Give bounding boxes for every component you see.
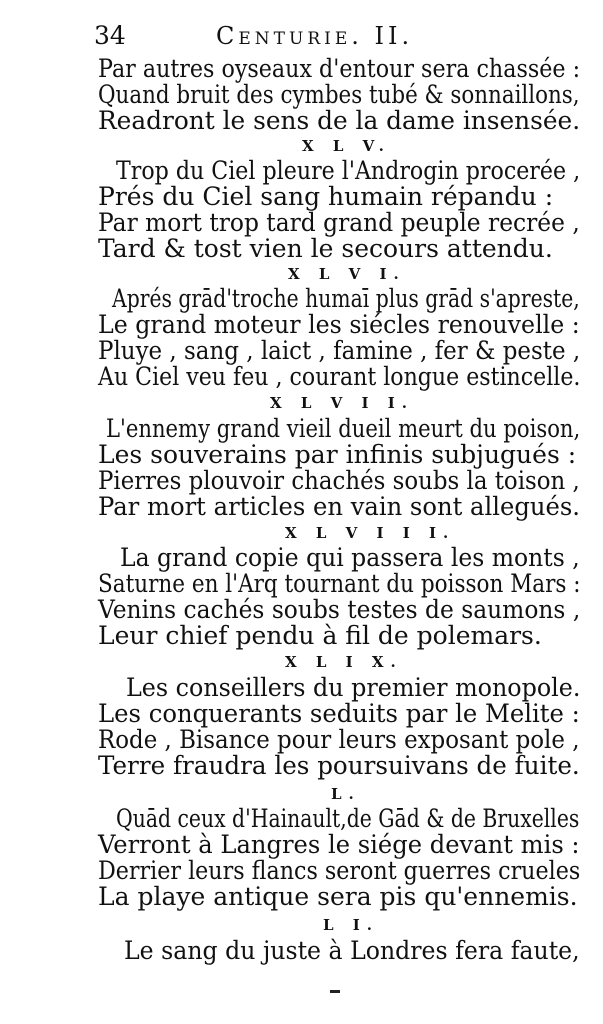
running-title: Centurie. II. (216, 22, 414, 50)
quatrain-number: X L V I I I. (285, 524, 456, 542)
verse-line: La playe antique sera pis qu'ennemis. (98, 882, 578, 911)
verse-line: Au Ciel veu feu , courant longue estincelle. (98, 362, 581, 391)
verse-line: Par mort articles en vain sont allegués. (98, 492, 581, 521)
verse-line: Verront à Langres le siége devant mis : (98, 830, 580, 859)
footer-mark (330, 990, 340, 993)
quatrain-number: X L V. (302, 137, 391, 155)
verse-line: Par mort trop tard grand peuple recrée , (98, 208, 580, 237)
verse-line: Aprés grād'troche humaī plus grād s'apreste, (112, 284, 580, 313)
page-number: 34 (94, 21, 126, 50)
verse-line: Quād ceux d'Hainault,de Gād & de Bruxelles (116, 804, 580, 833)
verse-line: Pluye , sang , laict , famine , fer & peste , (98, 336, 581, 365)
page-header (94, 20, 564, 52)
verse-line: Derrier leurs flancs seront guerres crueles (98, 856, 581, 885)
verse-line: Trop du Ciel pleure l'Androgin procerée , (116, 156, 581, 185)
verse-line: Le sang du juste à Londres fera faute, (124, 936, 580, 965)
verse-line: Leur chief pendu à fil de polemars. (98, 621, 542, 650)
verse-line: Rode , Bisance pour leurs exposant pole , (98, 725, 580, 754)
verse-line: Saturne en l'Arq tournant du poisson Mars : (98, 569, 581, 598)
verse-line: L'ennemy grand vieil dueil meurt du poison, (106, 414, 581, 443)
verse-line: Par autres oyseaux d'entour sera chassée : (98, 54, 581, 83)
verse-line: Les conseillers du premier monopole. (126, 673, 581, 702)
quatrain-number: L I. (323, 916, 380, 934)
verse-line: La grand copie qui passera les monts , (120, 543, 580, 572)
verse-line: Prés du Ciel sang humain répandu : (98, 182, 554, 211)
quatrain-number: X L V I I. (270, 394, 414, 412)
verse-line: Readront le sens de la dame insensée. (98, 106, 581, 135)
verse-line: Pierres plouvoir chachés soubs la toison , (98, 466, 580, 495)
verse-line: Terre fraudra les poursuivans de fuite. (98, 751, 580, 780)
verse-line: Les conquerants seduits par le Melite : (98, 699, 580, 728)
quatrain-number: X L I X. (285, 653, 403, 671)
quatrain-number: X L V I. (288, 265, 406, 283)
verse-line: Les souverains par infinis subjugués : (98, 440, 577, 469)
verse-line: Venins cachés soubs testes de saumons , (98, 595, 581, 624)
quatrain-number: L. (331, 785, 361, 803)
verse-line: Tard & tost vien le secours attendu. (98, 234, 553, 263)
verse-line: Quand bruit des cymbes tubé & sonnaillons, (98, 80, 580, 109)
verse-line: Le grand moteur les siécles renouvelle : (98, 310, 580, 339)
